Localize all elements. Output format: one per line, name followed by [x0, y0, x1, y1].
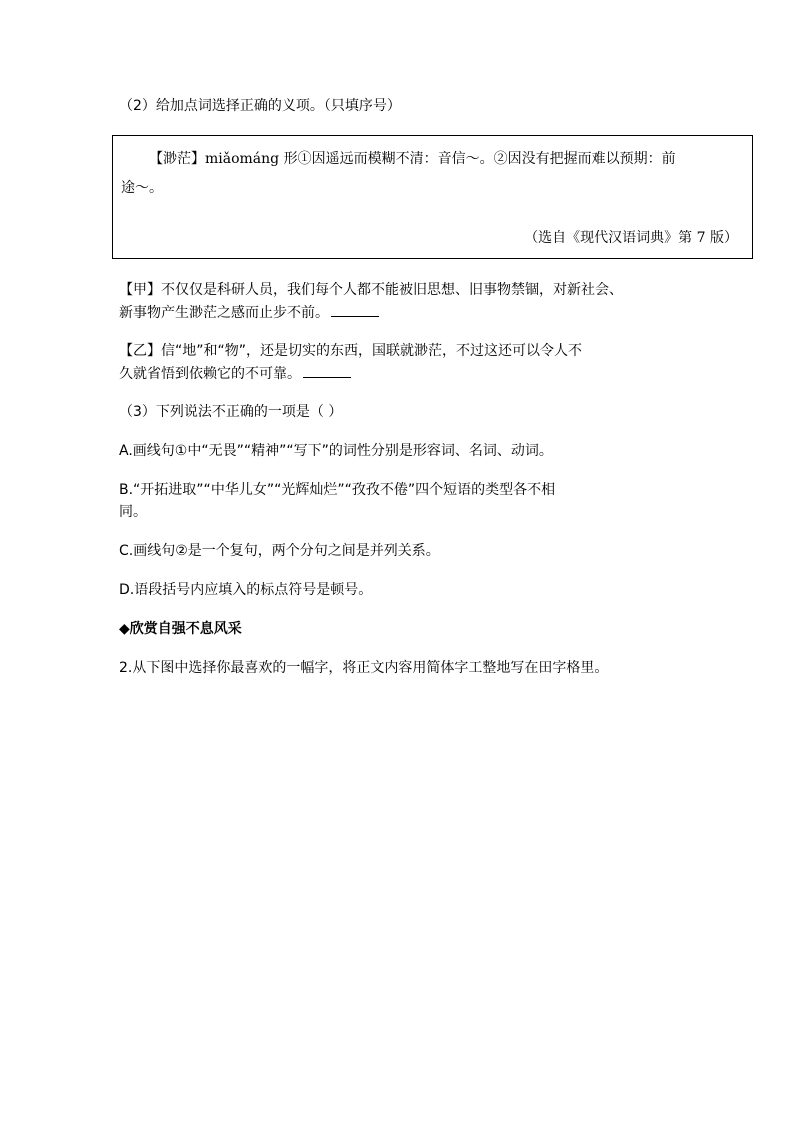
- option-b-line1: B.“开拓进取”“中华儿女”“光辉灿烂”“孜孜不倦”四个短语的类型各不相: [119, 482, 556, 498]
- passage-jia-line1: 【甲】不仅仅是科研人员，我们每个人都不能被旧思想、旧事物禁锢，对新社会、: [119, 282, 623, 298]
- option-c: C.画线句②是一个复句，两个分句之间是并列关系。: [119, 543, 440, 559]
- question-next-prompt: 2.从下图中选择你最喜欢的一幅字，将正文内容用简体字工整地写在田字格里。: [119, 660, 609, 676]
- option-a: A.画线句①中“无畏”“精神”“写下”的词性分别是形容词、名词、动词。: [119, 443, 553, 459]
- dictionary-source: （选自《现代汉语词典》第 7 版）: [524, 230, 738, 246]
- passage-yi-line1: 【乙】信“地”和“物”，还是切实的东西，国联就渺茫，不过这还可以令人不: [119, 343, 583, 359]
- option-b-line2: 同。: [119, 504, 147, 520]
- passage-yi-text: 久就省悟到依赖它的不可靠。: [119, 366, 301, 382]
- question-3-prompt: （3）下列说法不正确的一项是（ ）: [119, 404, 343, 420]
- passage-yi-line2: [119, 363, 351, 384]
- dictionary-entry-box: [112, 135, 753, 259]
- section-heading: ◆欣赏自强不息风采: [119, 621, 242, 637]
- passage-jia-text: 新事物产生渺茫之感而止步不前。: [119, 305, 329, 321]
- option-d: D.语段括号内应填入的标点符号是顿号。: [119, 582, 373, 598]
- passage-jia-line2: [119, 302, 379, 323]
- answer-blank-jia[interactable]: [331, 302, 379, 317]
- dictionary-entry-text: 【渺茫】miǎománg 形①因遥远而模糊不清：音信～。②因没有把握而难以预期：前: [149, 151, 676, 167]
- question-2-prompt: （2）给加点词选择正确的义项。（只填序号）: [119, 98, 401, 114]
- dictionary-entry-text-cont: 途～。: [121, 180, 163, 196]
- answer-blank-yi[interactable]: [303, 363, 351, 378]
